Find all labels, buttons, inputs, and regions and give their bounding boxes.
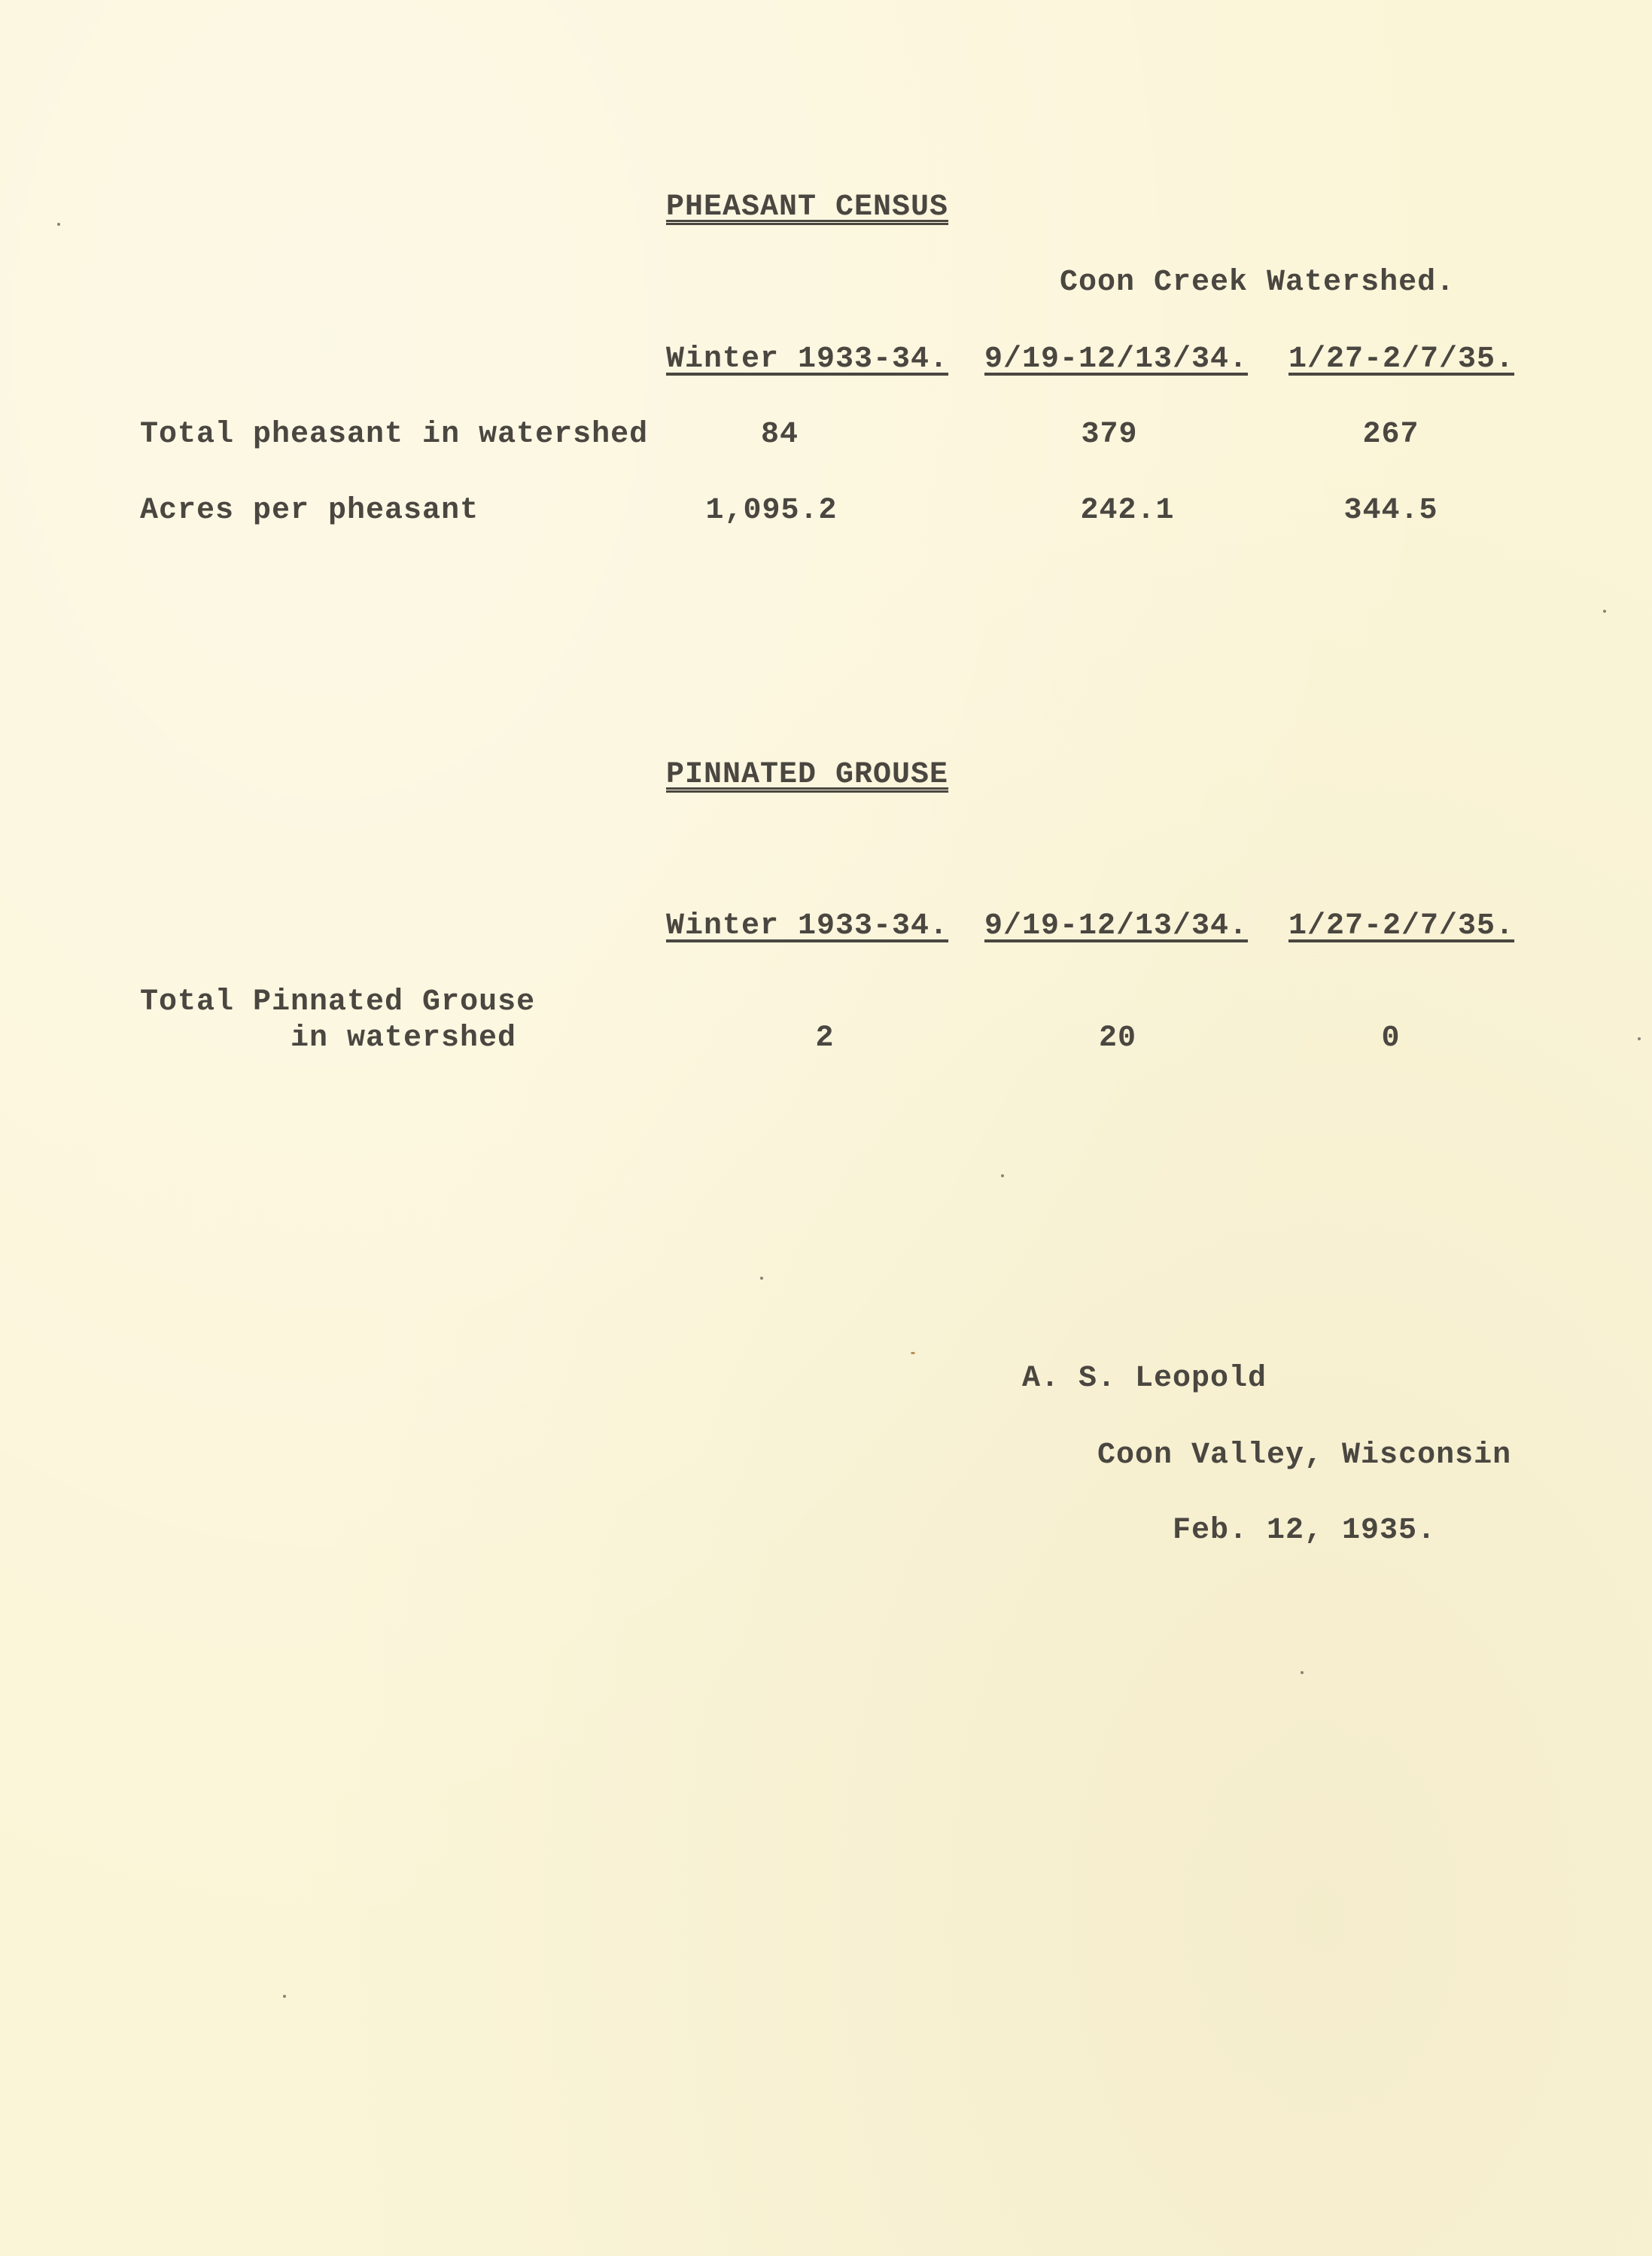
total-pheasant-value-3: 267 (1362, 418, 1419, 452)
pinnated-grouse-title: PINNATED GROUSE (666, 758, 949, 792)
row-label-in-watershed: in watershed (291, 1021, 517, 1055)
paper-speck (1603, 610, 1606, 613)
acres-per-pheasant-value-2: 242.1 (1080, 494, 1175, 528)
watershed-heading: Coon Creek Watershed. (1060, 266, 1456, 300)
grouse-column-header-3: 1/27-2/7/35. (1288, 909, 1515, 943)
grouse-column-header-2: 9/19-12/13/34. (984, 909, 1249, 943)
total-grouse-value-1: 2 (815, 1021, 835, 1055)
paper-speck (283, 1995, 286, 1998)
signature-name: A. S. Leopold (1022, 1362, 1267, 1396)
total-pheasant-value-1: 84 (760, 418, 799, 452)
signature-date: Feb. 12, 1935. (1173, 1514, 1437, 1548)
row-label-total-pheasant: Total pheasant in watershed (140, 418, 649, 452)
total-pheasant-value-2: 379 (1081, 418, 1138, 452)
total-grouse-value-3: 0 (1381, 1021, 1401, 1055)
acres-per-pheasant-value-3: 344.5 (1343, 494, 1438, 528)
paper-speck (911, 1352, 915, 1354)
pheasant-census-title: PHEASANT CENSUS (666, 190, 949, 224)
grouse-column-header-1: Winter 1933-34. (666, 909, 949, 943)
pheasant-column-header-1: Winter 1933-34. (666, 343, 949, 376)
paper-speck (1638, 1037, 1641, 1040)
signature-place: Coon Valley, Wisconsin (1097, 1439, 1512, 1472)
paper-speck (1301, 1671, 1304, 1674)
paper-speck (760, 1277, 763, 1280)
acres-per-pheasant-value-1: 1,095.2 (705, 494, 838, 528)
paper-speck (1001, 1174, 1004, 1177)
pheasant-column-header-2: 9/19-12/13/34. (984, 343, 1249, 376)
row-label-total-pinnated-grouse: Total Pinnated Grouse (140, 985, 536, 1019)
row-label-acres-per-pheasant: Acres per pheasant (140, 494, 479, 528)
pheasant-column-header-3: 1/27-2/7/35. (1288, 343, 1515, 376)
paper-speck (57, 223, 60, 226)
total-grouse-value-2: 20 (1098, 1021, 1136, 1055)
